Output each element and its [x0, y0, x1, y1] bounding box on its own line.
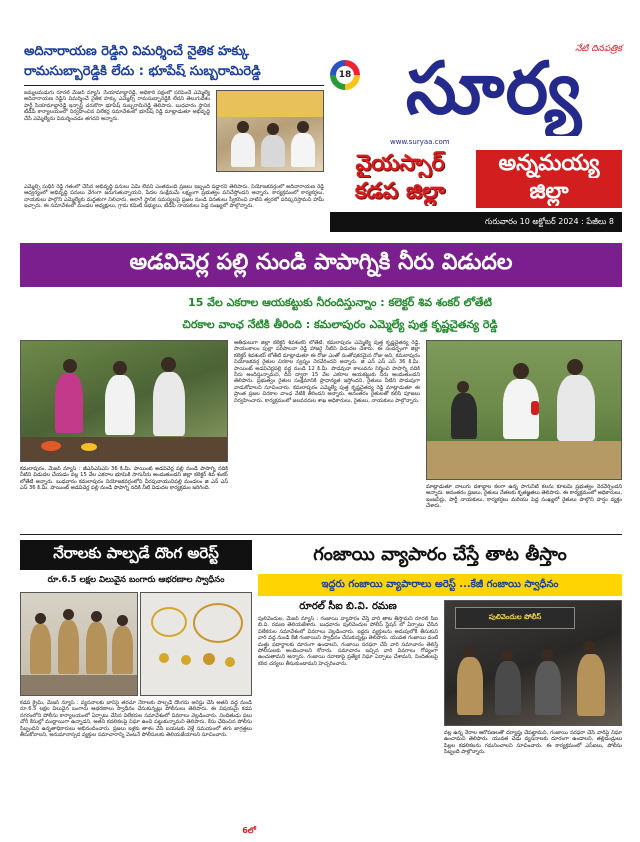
district-right-line2: జిల్లా: [529, 179, 569, 204]
district-right-line1: అన్నమయ్య: [498, 151, 600, 176]
microphone-icon: [531, 401, 539, 415]
lead-subhead-1: 15 వేల ఎకరాల ఆయకట్టుకు నీరందిస్తున్నాం : కలెక్టర్ శివ శంకర్ లోతేటి: [188, 296, 492, 309]
ganja-photo-caption: వల్ల ఉన్న నేరాల ఆరోపణలతో దర్యాప్తు చేపట్టామని, గంజాయి సరఫరా చేసే వారిపై నిఘా ఉంచామని తెలిపారు. యువత చెడు వ్యసనాలకు దూరంగా ఉండాలని, తల్లిదండ్రులు పిల్లల కదలికలను గమనించాలని సూచించారు. ఈ కార్యక్రమంలో ఎస్ఐలు, పోలీసు సిబ్బంది పాల్గొన్నారు.: [444, 730, 622, 756]
lead-subhead-2: చిరకాల వాంఛ నేటికి తీరింది : కమలాపురం ఎమ్మెల్యే పుత్త కృష్ణచైతన్య రెడ్డి: [182, 318, 498, 331]
ganja-byline: రూరల్ సీఐ బి.వి. రమణ: [299, 601, 397, 612]
lead-photo-left-caption: కమలాపురం, మేజర్ న్యూస్ : జీఎన్ఎస్ఎస్ 36 కి.మీ. పాయింట్ అడవిచెర్ల పల్లి నుండి పాపాగ్ని నదికి నీటిని విడుదల చేయడం వల్ల 15 వేల ఎకరాల భూమికి సాగునీరు అందుతుందని జిల్లా కలెక్టర్ శివ శంకర్ లోతేటి అన్నారు. బుధవారం కమలాపురం నియోజకవర్గంలోని వీరపునాయునిపల్లి మండలం జి ఎన్ ఎస్ ఎస్ 36 కి.మీ. పాయింట్ అడవిచెర్ల పల్లి నుండి పాపాగ్ని నదికి నీటి విడుదల కార్యక్రమం జరిగింది.: [20, 466, 228, 492]
ganja-photo: [444, 600, 622, 726]
lead-body: అతిథులుగా జిల్లా కలెక్టర్ శివశంకర్ లోతేటి, కమలాపురం ఎమ్మెల్యే పుత్త కృష్ణచైతన్య రెడ్డి, సాయంకాలం పుల్లా పరిపాలనా రెడ్డి హాజరై నీటిని విడుదల చేశారు. ఈ సందర్భంగా జిల్లా కలెక్టర్ శివశంకర్ లోతేటి మాట్లాడుతూ ఈ రోజు ఎంతో సంతోషకరమైన రోజు అని, కమలాపురం నియోజకవర్గ రైతుల చిరకాల స్వప్నం నెరవేరిందని అన్నారు. జి ఎన్ ఎస్ ఎస్ 36 కి.మీ. పాయింట్ అడవిచెర్లపల్లి వద్ద నుండి 12 కి.మీ. పొడవునా కాలువను నిర్మించి పాపాగ్ని నదికి నీరు అందిస్తున్నామని, దీని ద్వారా 15 వేల ఎకరాల ఆయకట్టుకు నీరు అందుతుందని తెలిపారు. ప్రభుత్వం రైతుల సంక్షేమానికి ప్రాధాన్యత ఇస్తోందని, రైతులు నీటిని పొదుపుగా వాడుకోవాలని సూచించారు. కమలాపురం ఎమ్మెల్యే పుత్త కృష్ణచైతన్య రెడ్డి మాట్లాడుతూ ఈ ప్రాంత ప్రజల చిరకాల వాంఛ నేటికి తీరిందని అన్నారు. అనంతరం రైతులతో కలిసి పూజలు నిర్వహించారు. కార్యక్రమంలో జలవనరుల శాఖ అధికారులు, రైతులు, నాయకులు పాల్గొన్నారు.: [234, 340, 420, 404]
section-rule: [20, 534, 622, 535]
ganja-subhead-box: [258, 574, 622, 596]
thief-photo-police: [20, 592, 138, 696]
district-left-line1: వైయస్సార్: [355, 151, 445, 176]
district-left: [330, 150, 470, 208]
station-board-text: పులివెందుల పోలీస్: [488, 613, 542, 621]
thief-headline: నేరాలకు పాల్పడే దొంగ అరెస్ట్: [53, 544, 219, 562]
lead-photo-right-caption: మాట్లాడుతూ నాలుగు దశాబ్దాల కలగా ఉన్న సాగునీటి కలను కూటమి ప్రభుత్వం నెరవేర్చిందని అన్నారు. అనంతరం ప్రజలు, రైతులు నేతలకు కృతజ్ఞతలు తెలిపారు. ఈ కార్యక్రమంలో అధికారులు, ఇంజనీర్లు, పార్టీ నాయకులు, కార్యకర్తలు మరియు పెద్ద సంఖ్యలో రైతులు పాల్గొని హర్షం వ్యక్తం చేశారు.: [426, 484, 622, 510]
thief-continued-tag: 6లో: [242, 826, 256, 835]
thief-photo-jewels: [140, 592, 252, 696]
lead-photo-left: [20, 340, 228, 462]
lead-banner: [20, 243, 622, 287]
district-right: [476, 150, 622, 208]
district-left-line2: కడప జిల్లా: [354, 179, 446, 204]
masthead-brand: సూర్య: [405, 45, 583, 130]
top-story-rule: [24, 85, 324, 86]
top-story-body-left: జమ్మలమడుగు రూరల్ మేజర్ న్యూస్ :సియామాబ్దారెడ్డి, అధికారి పక్షంలో సరిపెంచే ఎమ్మెల్యే అదినారాయణ రెడ్డిని విమర్శించే నైతిక హక్కు ఎమ్మెల్సీ రామసుబ్బారెడ్డికి లేదని తెలుగుదేశం పార్టీ సియామాబ్దారెడ్డి ఇన్చార్జ్ చరుకొరా భూపేష్ సుబ్బరామిరెడ్డి తెలిపారు. బుధవారం స్థానిక టీడీపీ కార్యాలయంలో నిర్వహించిన విలేకర్ల సమావేశంలో భూపేష్ రెడ్డి మాట్లాడుతూ అభివృద్ధి చేసే ఎమ్మెల్యేను విమర్శించడం తగదని అన్నారు.: [24, 90, 210, 122]
banner-backdrop: [217, 91, 324, 117]
thief-headline-box: [20, 540, 252, 570]
ganja-subhead: ఇద్దరు గంజాయి వ్యాపారాలు అరెస్ట్ ...కేజీ గంజాయి స్వాధీనం: [321, 579, 559, 590]
top-story-headline-line1: అదినారాయణ రెడ్డిని విమర్శించే నైతిక హక్కు: [24, 44, 249, 59]
thief-body: కడప క్రైమ్, మేజర్ న్యూస్ : వ్యసనాలకు బానిసై తరచూ నేరాలకు పాల్పడే దొంగను అరెస్టు చేసి అతని వద్ద నుండి రూ.6.5 లక్షల విలువైన బంగారు ఆభరణాలు స్వాధీనం చేసుకున్నట్లు పోలీసులు తెలిపారు. ఈ విషయమై కడప నగరంలోని పోలీసు కార్యాలయంలో ఏర్పాటు చేసిన విలేకరుల సమావేశంలో వివరాలు వెల్లడించారు. నిందితుడు పలు చోరీ కేసుల్లో ముద్దాయిగా ఉన్నాడని, అతని కదలికలపై నిఘా ఉంచి పట్టుకున్నామని తెలిపారు. కేసు ఛేదించిన పోలీసు సిబ్బందిని ఉన్నతాధికారులు అభినందించారు. ప్రజలు ఇళ్లకు తాళం వేసి బయటకు వెళ్లే సమయంలో తగు జాగ్రత్తలు తీసుకోవాలని, అనుమానాస్పద వ్యక్తుల సమాచారాన్ని వెంటనే పోలీసులకు తెలియజేయాలని సూచించారు.: [20, 700, 252, 739]
top-story-headline-line2: రామసుబ్బారెడ్డికి లేదు : భూపేష్ సుబ్బరామిరెడ్డి: [24, 64, 261, 79]
masthead: [330, 40, 622, 236]
years-badge-number: 18: [336, 66, 354, 84]
thief-subhead: రూ.6.5 లక్షల విలువైన బంగారు ఆభరణాల స్వాధీనం: [47, 575, 225, 585]
dateline-bar: [330, 212, 622, 232]
dateline: గురువారం 10 అక్టోబర్ 2024 : పేజీలు 8: [484, 216, 614, 226]
top-story: [24, 44, 324, 270]
top-story-photo: [216, 90, 324, 172]
years-badge: [330, 60, 360, 90]
top-story-body-full: ఎమ్మెల్సీ సుధీర్ రెడ్డి గతంలో చేసిన అభివృద్ధి పనులు ఏమీ లేవని ఎంతమంది ప్రజలు ఇబ్బంది పడ్డారని తెలిపారు. నియోజకవర్గంలో అదినారాయణ రెడ్డి ఆధ్వర్యంలో అభివృద్ధి పనులు వేగంగా జరుగుతున్నాయని, పేదల సంక్షేమమే లక్ష్యంగా ప్రభుత్వం పనిచేస్తోందని అన్నారు. కార్యక్రమంలో కార్యకర్తలు, నాయకులు పాల్గొని ఎమ్మెల్యేకు మద్దతుగా నిలిచారు. అలాగే స్థానిక సమస్యలపై ప్రజల నుండి వినతులు స్వీకరించి వాటిని త్వరలో పరిష్కరిస్తామని హామీ ఇచ్చారు. ఈ సమావేశంలో మండల అధ్యక్షులు, గ్రామ కమిటీ సభ్యులు, టీడీపీ నాయకులు పెద్ద సంఖ్యలో పాల్గొన్నారు.: [24, 184, 324, 210]
masthead-tagline: నేటి దినపత్రిక: [575, 44, 622, 54]
ganja-body: పులివెందుల, మేజర్ న్యూస్ : గంజాయి వ్యాపారం చేస్తే వారి తాట తీస్తామని రూరల్ సీఐ బి.వి. రమణ తెలియజేశారు. బుధవారం పులివెందుల పోలీస్ స్టేషన్ లో ఏర్పాటు చేసిన విలేకరుల సమావేశంలో వివరాలు వెల్లడించారు. ఇద్దరు వ్యక్తులను అదుపులోకి తీసుకుని వారి వద్ద నుండి కేజీ గంజాయిని స్వాధీనం చేసుకున్నట్లు తెలిపారు. యువత గంజాయి వంటి మత్తు పదార్థాలకు దూరంగా ఉండాలని, గంజాయి సరఫరా చేసే వారి సమాచారం తెలిస్తే పోలీసులకు అందించాలని కోరారు. సమాచారం ఇచ్చిన వారి వివరాలు గోప్యంగా ఉంచుతామని అన్నారు. గంజాయి రవాణాపై ప్రత్యేక నిఘా ఏర్పాటు చేశామని, నిందితులపై కఠిన చర్యలు తీసుకుంటామని హెచ్చరించారు.: [258, 616, 438, 667]
masthead-website: www.suryaa.com: [390, 138, 450, 146]
station-board: [455, 607, 575, 629]
lead-photo-right: [426, 340, 622, 480]
lead-banner-text: అడవిచెర్ల పల్లి నుండి పాపాగ్నికి నీరు విడుదల: [129, 250, 513, 275]
ganja-headline: గంజాయి వ్యాపారం చేస్తే తాట తీస్తాం: [313, 544, 567, 565]
